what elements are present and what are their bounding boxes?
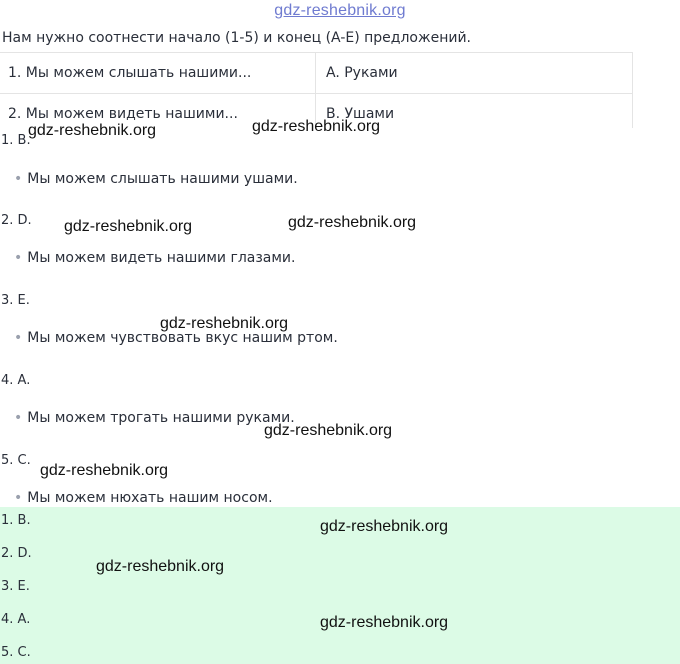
sentence-text: Мы можем трогать нашими руками. bbox=[27, 410, 295, 426]
solution-sentence bbox=[14, 490, 273, 506]
bullet-icon: • bbox=[14, 250, 23, 266]
answer-item: 3. E. bbox=[1, 579, 30, 594]
watermark: gdz-reshebnik.org bbox=[288, 214, 417, 231]
sentence-text: Мы можем чувствовать вкус нашим ртом. bbox=[27, 330, 338, 346]
watermark: gdz-reshebnik.org bbox=[40, 462, 169, 479]
table-cell-end: A. Руками bbox=[326, 65, 398, 81]
table-cell-end: B. Ушами bbox=[326, 106, 395, 122]
solution-sentence bbox=[14, 410, 295, 426]
answer-item: 2. D. bbox=[1, 546, 32, 561]
watermark: gdz-reshebnik.org bbox=[252, 118, 381, 135]
table-row bbox=[0, 53, 632, 94]
solution-number: 1. B. bbox=[1, 133, 31, 148]
bullet-icon: • bbox=[14, 490, 23, 506]
table-cell-start: 2. Мы можем видеть нашими... bbox=[0, 94, 316, 128]
solution-number: 4. A. bbox=[1, 373, 31, 388]
solution-number: 3. E. bbox=[1, 293, 30, 308]
watermark: gdz-reshebnik.org bbox=[320, 614, 449, 631]
bullet-icon: • bbox=[14, 171, 23, 187]
table-cell-start: 1. Мы можем слышать нашими... bbox=[0, 53, 316, 93]
sentence-text: Мы можем нюхать нашим носом. bbox=[27, 490, 273, 506]
matching-table bbox=[0, 52, 633, 128]
answer-item: 1. B. bbox=[1, 513, 31, 528]
watermark: gdz-reshebnik.org bbox=[64, 218, 193, 235]
watermark: gdz-reshebnik.org bbox=[28, 122, 157, 139]
watermark: gdz-reshebnik.org bbox=[96, 558, 225, 575]
sentence-text: Мы можем слышать нашими ушами. bbox=[27, 171, 298, 187]
sentence-text: Мы можем видеть нашими глазами. bbox=[27, 250, 296, 266]
answer-item: 4. A. bbox=[1, 612, 31, 627]
task-instruction: Нам нужно соотнести начало (1-5) и конец (A-E) предложений. bbox=[2, 30, 472, 46]
solution-sentence bbox=[14, 171, 298, 187]
answer-item: 5. C. bbox=[1, 645, 31, 660]
bullet-icon: • bbox=[14, 330, 23, 346]
site-logo[interactable]: gdz-reshebnik.org bbox=[274, 2, 406, 19]
solution-number: 5. C. bbox=[1, 453, 31, 468]
solution-number: 2. D. bbox=[1, 213, 32, 228]
bullet-icon: • bbox=[14, 410, 23, 426]
watermark: gdz-reshebnik.org bbox=[264, 422, 393, 439]
watermark: gdz-reshebnik.org bbox=[160, 315, 289, 332]
solution-sentence bbox=[14, 250, 295, 266]
watermark: gdz-reshebnik.org bbox=[320, 518, 449, 535]
